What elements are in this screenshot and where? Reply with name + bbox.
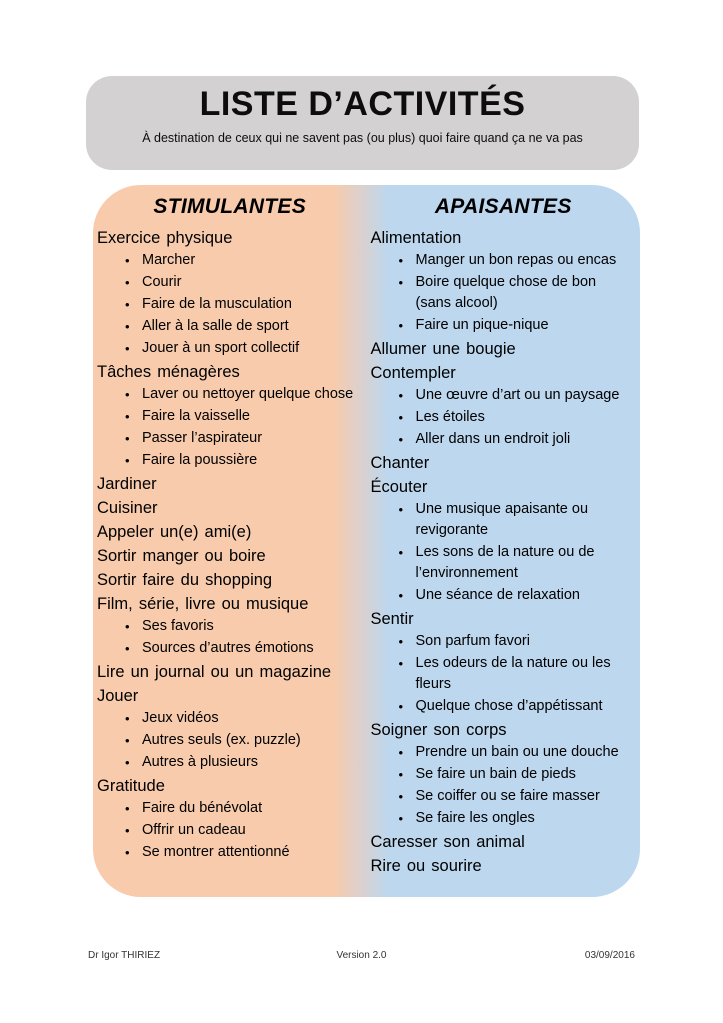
- bullet-icon: •: [398, 767, 404, 782]
- list-item-label: Jeux vidéos: [142, 710, 219, 726]
- section-header: Contempler: [370, 364, 456, 382]
- column-stimulantes: [93, 185, 367, 897]
- list-item-label: Laver ou nettoyer quelque chose: [142, 386, 354, 402]
- section-header: Cuisiner: [97, 499, 158, 517]
- list-item: [371, 786, 637, 807]
- list-item: [97, 708, 363, 729]
- section-header: Écouter: [370, 478, 428, 496]
- bullet-icon: •: [398, 588, 404, 603]
- section-header: Caresser son animal: [370, 833, 525, 851]
- list-item-label: Les sons de la nature ou de l’environnement: [415, 544, 595, 581]
- list-item: [97, 752, 363, 773]
- bullet-icon: •: [125, 733, 130, 748]
- footer-version: Version 2.0: [336, 950, 387, 961]
- list-item: [97, 798, 363, 819]
- section-header: Appeler un(e) ami(e): [97, 523, 252, 541]
- bullet-icon: •: [125, 619, 130, 634]
- bullet-icon: •: [398, 253, 404, 268]
- list-item: [371, 385, 637, 406]
- list-item: [371, 315, 637, 336]
- column-items-apaisantes: [371, 226, 637, 878]
- title-banner: [86, 76, 639, 170]
- section-header: Sentir: [370, 610, 414, 628]
- list-item: [371, 653, 637, 695]
- bullet-icon: •: [125, 319, 130, 334]
- list-item-label: Se coiffer ou se faire masser: [415, 788, 600, 804]
- section-header: Jardiner: [97, 475, 157, 493]
- section-header: Tâches ménagères: [97, 363, 240, 381]
- bullet-icon: •: [125, 297, 130, 312]
- bullet-icon: •: [125, 275, 130, 290]
- list-item: [97, 842, 363, 863]
- bullet-icon: •: [398, 656, 404, 671]
- list-item-label: Quelque chose d’appétissant: [415, 698, 603, 714]
- bullet-icon: •: [125, 387, 130, 402]
- list-item-label: Aller à la salle de sport: [142, 318, 289, 334]
- list-item-label: Aller dans un endroit joli: [415, 431, 571, 447]
- list-item-label: Faire la poussière: [142, 452, 258, 468]
- list-item-label: Autres à plusieurs: [142, 754, 259, 770]
- bullet-icon: •: [398, 502, 404, 517]
- page-subtitle: À destination de ceux qui ne savent pas (ou plus) quoi faire quand ça ne va pas: [142, 131, 583, 145]
- bullet-icon: •: [398, 275, 404, 290]
- list-item: [371, 742, 637, 763]
- list-item: [371, 808, 637, 829]
- list-item-label: Faire un pique-nique: [415, 317, 549, 333]
- bullet-icon: •: [398, 699, 404, 714]
- list-item-label: Une musique apaisante ou revigorante: [415, 501, 589, 538]
- bullet-icon: •: [398, 634, 404, 649]
- footer-author: Dr Igor THIRIEZ: [88, 950, 161, 961]
- list-item-label: Les odeurs de la nature ou les fleurs: [415, 655, 611, 692]
- page-title: LISTE D’ACTIVITÉS: [199, 85, 526, 123]
- page-footer: [88, 950, 635, 961]
- column-title-stimulantes: STIMULANTES: [153, 195, 307, 218]
- list-item: [371, 696, 637, 717]
- bullet-icon: •: [398, 318, 404, 333]
- list-item: [97, 406, 363, 427]
- list-item: [97, 316, 363, 337]
- list-item: [97, 616, 363, 637]
- section-header: Sortir faire du shopping: [97, 571, 273, 589]
- section-header: Allumer une bougie: [370, 340, 516, 358]
- list-item: [371, 272, 637, 314]
- bullet-icon: •: [398, 811, 404, 826]
- list-item: [97, 338, 363, 359]
- footer-date: 03/09/2016: [584, 950, 635, 961]
- section-header: Film, série, livre ou musique: [97, 595, 309, 613]
- list-item: [97, 294, 363, 315]
- list-item: [371, 429, 637, 450]
- section-header: Alimentation: [370, 229, 462, 247]
- list-item-label: Ses favoris: [142, 618, 214, 634]
- list-item: [371, 542, 637, 584]
- list-item-label: Se faire les ongles: [415, 810, 535, 826]
- list-item: [371, 764, 637, 785]
- bullet-icon: •: [398, 545, 404, 560]
- list-item-label: Passer l’aspirateur: [142, 430, 263, 446]
- list-item-label: Se montrer attentionné: [142, 844, 290, 860]
- activities-panel: [93, 185, 640, 897]
- bullet-icon: •: [398, 432, 404, 447]
- list-item-label: Son parfum favori: [415, 633, 530, 649]
- list-item: [97, 272, 363, 293]
- list-item-label: Boire quelque chose de bon (sans alcool): [415, 274, 597, 311]
- list-item-label: Une œuvre d’art ou un paysage: [415, 387, 620, 403]
- section-header: Exercice physique: [97, 229, 233, 247]
- bullet-icon: •: [125, 641, 130, 656]
- column-items-stimulantes: [97, 226, 363, 863]
- list-item-label: Faire de la musculation: [142, 296, 292, 312]
- list-item: [97, 428, 363, 449]
- list-item: [371, 250, 637, 271]
- bullet-icon: •: [125, 845, 130, 860]
- list-item-label: Sources d’autres émotions: [142, 640, 314, 656]
- list-item: [97, 384, 363, 405]
- list-item: [97, 250, 363, 271]
- list-item-label: Prendre un bain ou une douche: [415, 744, 619, 760]
- bullet-icon: •: [125, 341, 130, 356]
- list-item: [371, 499, 637, 541]
- section-header: Lire un journal ou un magazine: [97, 663, 332, 681]
- list-item: [97, 730, 363, 751]
- list-item: [97, 450, 363, 471]
- list-item-label: Faire du bénévolat: [142, 800, 263, 816]
- list-item: [371, 585, 637, 606]
- bullet-icon: •: [125, 431, 130, 446]
- section-header: Jouer: [97, 687, 139, 705]
- list-item-label: Une séance de relaxation: [415, 587, 580, 603]
- section-header: Sortir manger ou boire: [97, 547, 266, 565]
- section-header: Soigner son corps: [370, 721, 507, 739]
- list-item-label: Offrir un cadeau: [142, 822, 246, 838]
- bullet-icon: •: [398, 410, 404, 425]
- list-item-label: Faire la vaisselle: [142, 408, 250, 424]
- list-item-label: Autres seuls (ex. puzzle): [142, 732, 301, 748]
- bullet-icon: •: [398, 789, 404, 804]
- bullet-icon: •: [125, 711, 130, 726]
- column-apaisantes: [367, 185, 641, 897]
- column-title-apaisantes: APAISANTES: [434, 195, 572, 218]
- list-item-label: Manger un bon repas ou encas: [415, 252, 617, 268]
- list-item: [371, 407, 637, 428]
- bullet-icon: •: [398, 388, 404, 403]
- list-item-label: Jouer à un sport collectif: [142, 340, 300, 356]
- list-item-label: Courir: [142, 274, 182, 290]
- bullet-icon: •: [125, 409, 130, 424]
- list-item-label: Marcher: [142, 252, 196, 268]
- section-header: Rire ou sourire: [370, 857, 482, 875]
- bullet-icon: •: [125, 801, 130, 816]
- bullet-icon: •: [398, 745, 404, 760]
- section-header: Gratitude: [97, 777, 165, 795]
- bullet-icon: •: [125, 453, 130, 468]
- list-item: [371, 631, 637, 652]
- bullet-icon: •: [125, 823, 130, 838]
- list-item: [97, 638, 363, 659]
- bullet-icon: •: [125, 755, 130, 770]
- list-item-label: Se faire un bain de pieds: [415, 766, 576, 782]
- section-header: Chanter: [370, 454, 430, 472]
- list-item-label: Les étoiles: [415, 409, 485, 425]
- bullet-icon: •: [125, 253, 130, 268]
- list-item: [97, 820, 363, 841]
